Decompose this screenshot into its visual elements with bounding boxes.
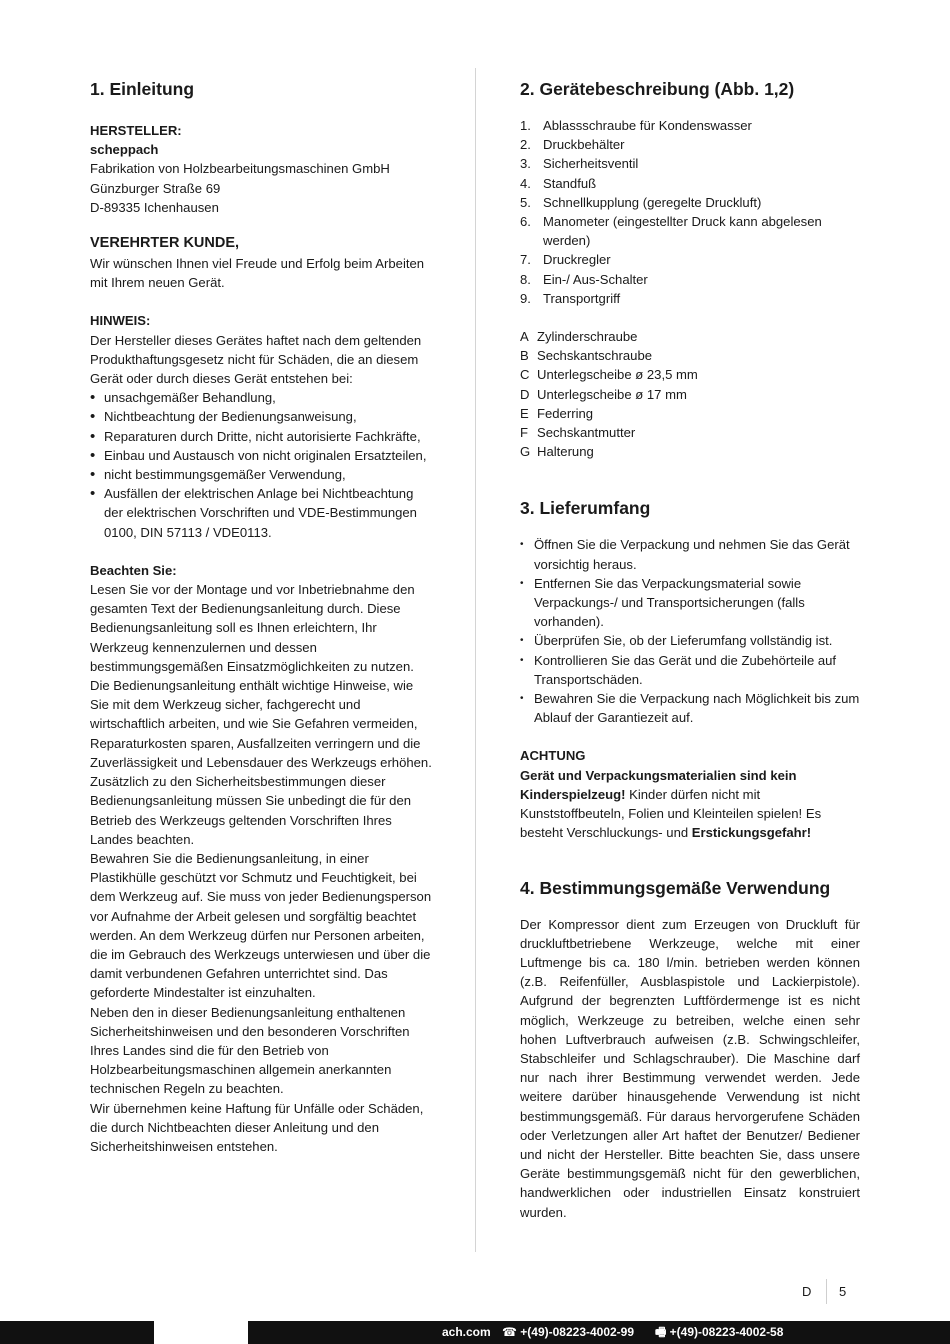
- fax-text: 🖷 +(49)-08223-4002-58: [655, 1325, 784, 1339]
- section-1-title: 1. Einleitung: [90, 79, 195, 99]
- lieferumfang-list: [520, 535, 860, 727]
- section-3-title: 3. Lieferumfang: [520, 498, 651, 519]
- beachten-title: Beachten Sie:: [90, 562, 177, 578]
- list-item: • Überprüfen Sie, ob der Lieferumfang vollständig ist.: [520, 631, 860, 650]
- list-item: • Einbau und Austausch von nicht originalen Ersatzteilen,: [90, 446, 432, 465]
- list-item: G Halterung: [520, 444, 594, 460]
- footer-separator: [826, 1279, 827, 1304]
- list-item: 8. Ein-/ Aus-Schalter: [520, 271, 648, 287]
- list-item: • Bewahren Sie die Verpackung nach Möglichkeit bis zum Ablauf der Garantiezeit auf.: [520, 689, 860, 727]
- hersteller-line: D-89335 Ichenhausen: [90, 199, 219, 215]
- page-number: 5: [839, 1284, 847, 1299]
- right-column: [520, 76, 860, 1222]
- beachten-paragraph: Bewahren Sie die Bedienungsanleitung, in einer Plastikhülle geschützt vor Schmutz und Feuchtigkeit, bei dem Werkzeug auf. Sie muss von jeder Bedienungsperson vor Aufnahme der Arbeit gelesen und sorgfältig beachtet werden. An dem Werkzeug dürfen nur Personen arbeiten, die im Gebrauch des Werkzeugs unterwiesen und über die damit verbundenen Gefahren unterrichtet sind. Das geforderte Mindestalter ist einzuhalten.: [90, 850, 432, 1001]
- list-item: 5. Schnellkupplung (geregelte Druckluft): [520, 194, 762, 210]
- list-item: C Unterlegscheibe ø 23,5 mm: [520, 367, 698, 383]
- kunde-title: VEREHRTER KUNDE,: [90, 235, 240, 252]
- list-item: • Reparaturen durch Dritte, nicht autorisierte Fachkräfte,: [90, 427, 432, 446]
- kunde-text: Wir wünschen Ihnen viel Freude und Erfolg beim Arbeiten mit Ihrem neuen Gerät.: [90, 256, 425, 291]
- list-item: • Öffnen Sie die Verpackung und nehmen Sie das Gerät vorsichtig heraus.: [520, 535, 860, 573]
- list-item: • Kontrollieren Sie das Gerät und die Zubehörteile auf Transportschäden.: [520, 651, 860, 689]
- hinweis-title: HINWEIS:: [90, 313, 151, 329]
- s4-text: Der Kompressor dient zum Erzeugen von Druckluft für druckluftbetriebene Werkzeuge, welche mit einer Luftmenge bis ca. 180 l/min. betrieben werden können (z.B. Reifenfüller, Ausblaspistole und Lackierpistole). Aufgrund der begrenzten Luftfördermenge ist es nicht möglich, Werkzeuge zu betreiben, welche einen sehr hohen Luftverbrauch aufweisen (z.B. Schwingschleifer, Stabschleifer und Schlagschrauber). Die Maschine darf nur nach ihrer Bestimmung verwendet werden. Jede weitere darüber hinausgehende Verwendung ist nicht bestimmungsgemäß. Für daraus hervorgerufene Schäden oder Verletzungen aller Art haftet der Benutzer/ Bediener und nicht der Hersteller. Bitte beachten Sie, dass unsere Geräte bestimmungsgemäß nicht für den gewerblichen, handwerklichen oder industriellen Einsatz konstruiert wurden.: [520, 916, 860, 1220]
- beachten-paragraph: Lesen Sie vor der Montage und vor Inbetriebnahme den gesamten Text der Bedienungsanleitung durch. Diese Bedienungsanleitung soll es Ihnen erleichtern, Ihr Werkzeug kennenzulernen und dessen bestimmungsgemäßen Einsatzmöglichkeiten zu nutzen.: [90, 582, 415, 674]
- hinweis-text: Der Hersteller dieses Gerätes haftet nach dem geltenden Produkthaftungsgesetz nicht für Schäden, die an diesem Gerät oder durch dieses Gerät entstehen bei:: [90, 332, 422, 387]
- list-item: • Entfernen Sie das Verpackungsmaterial sowie Verpackungs-/ und Transportsicherungen (falls vorhanden).: [520, 574, 860, 632]
- hersteller-name: scheppach: [90, 142, 159, 158]
- parts-list: [520, 116, 860, 308]
- website-text: ach.com: [442, 1325, 491, 1339]
- list-item: A Zylinderschraube: [520, 329, 638, 345]
- hinweis-list: [90, 388, 432, 542]
- list-item: • Nichtbeachtung der Bedienungsanweisung,: [90, 407, 432, 426]
- contact-bar-gap: [154, 1321, 248, 1344]
- list-item: F Sechskantmutter: [520, 425, 636, 441]
- list-item: D Unterlegscheibe ø 17 mm: [520, 386, 687, 402]
- list-item: E Federring: [520, 405, 594, 421]
- section-4-title: 4. Bestimmungsgemäße Verwendung: [520, 877, 831, 898]
- list-item: • Ausfällen der elektrischen Anlage bei Nichtbeachtung der elektrischen Vorschriften und VDE-Bestimmungen 0100, DIN 57113 / VDE0113.: [90, 484, 432, 542]
- hersteller-label: HERSTELLER:: [90, 123, 182, 138]
- hersteller-line: Günzburger Straße 69: [90, 180, 221, 196]
- column-divider: [475, 68, 476, 1252]
- list-item: 4. Standfuß: [520, 175, 597, 191]
- list-item: 6. Manometer (eingestellter Druck kann abgelesen werden): [520, 214, 822, 249]
- list-item: 7. Druckregler: [520, 252, 611, 268]
- list-item: 9. Transportgriff: [520, 290, 621, 306]
- list-item: 2. Druckbehälter: [520, 137, 625, 153]
- left-column: [90, 76, 432, 1156]
- beachten-paragraph: Zusätzlich zu den Sicherheitsbestimmungen dieser Bedienungsanleitung müssen Sie unbedingt die für den Betrieb des Werkzeugs geltenden Vorschriften Ihres Landes beachten.: [90, 774, 412, 847]
- list-item: 3. Sicherheitsventil: [520, 156, 639, 172]
- list-item: • nicht bestimmungsgemäßer Verwendung,: [90, 465, 432, 484]
- hardware-list: [520, 327, 860, 461]
- achtung-text: Gerät und Verpackungsmaterialien sind kein Kinderspielzeug! Kinder dürfen nicht mit Kunststoffbeuteln, Folien und Kleinteilen spielen! Es besteht Verschluckungs- und Erstickungsgefahr!: [520, 767, 822, 841]
- list-item: B Sechskantschraube: [520, 348, 653, 364]
- beachten-paragraph: Wir übernehmen keine Haftung für Unfälle oder Schäden, die durch Nichtbeachten dieser Anleitung und den Sicherheitshinweisen entstehen.: [90, 1100, 424, 1154]
- hersteller-line: Fabrikation von Holzbearbeitungsmaschinen GmbH: [90, 161, 390, 177]
- phone-text: ☎ +(49)-08223-4002-99: [502, 1325, 635, 1339]
- achtung-title: ACHTUNG: [520, 748, 586, 764]
- list-item: 1. Ablassschraube für Kondenswasser: [520, 118, 752, 133]
- language-code: D: [802, 1284, 812, 1299]
- beachten-paragraph: Neben den in dieser Bedienungsanleitung enthaltenen Sicherheitshinweisen und den besonderen Vorschriften Ihres Landes sind die für den Betrieb von Holzbearbeitungsmaschinen allgemein anerkannten technischen Regeln zu beachten.: [90, 1004, 410, 1097]
- list-item: • unsachgemäßer Behandlung,: [90, 388, 432, 407]
- beachten-paragraph: Die Bedienungsanleitung enthält wichtige Hinweise, wie Sie mit dem Werkzeug sicher, fachgerecht und wirtschaftlich arbeiten, und wie Sie Gefahren vermeiden, Reparaturkosten sparen, Ausfallzeiten verringern und die Zuverlässigkeit und Lebensdauer des Werkzeugs erhöhen.: [90, 678, 432, 770]
- section-2-title: 2. Gerätebeschreibung (Abb. 1,2): [520, 79, 795, 99]
